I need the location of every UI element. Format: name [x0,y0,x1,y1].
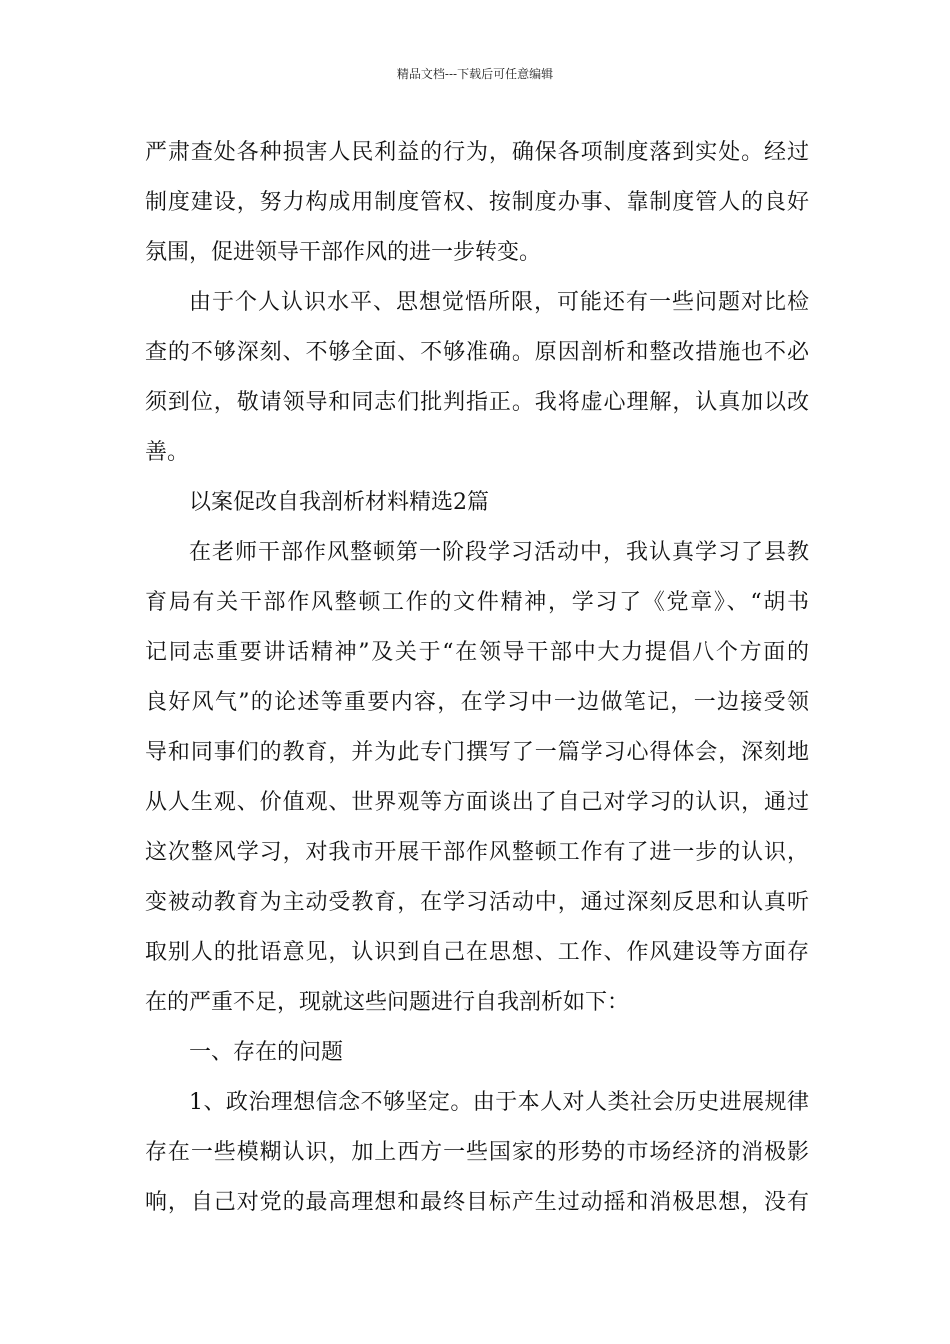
text-line: 须到位，敬请领导和同志们批判指正。我将虚心理解，认真加以改 [145,390,809,415]
text-line: 在的严重不足，现就这些问题进行自我剖析如下： [145,990,630,1015]
text-line: 严肃查处各种损害人民利益的行为，确保各项制度落到实处。经过 [145,140,809,165]
text-line: 良好风气”的论述等重要内容，在学习中一边做笔记，一边接受领 [145,690,809,715]
text-line: 一、存在的问题 [189,1040,344,1065]
text-line: 育局有关干部作风整顿工作的文件精神，学习了《党章》、“胡书 [145,590,809,615]
text-line: 在老师干部作风整顿第一阶段学习活动中，我认真学习了县教 [189,540,809,565]
text-line: 以案促改自我剖析材料精选2篇 [189,490,489,515]
paragraph-2 [145,278,809,478]
text-line: 这次整风学习，对我市开展干部作风整顿工作有了进一步的认识， [145,840,809,865]
section-heading [145,1028,809,1078]
paragraph-1 [145,128,809,278]
text-line: 查的不够深刻、不够全面、不够准确。原因剖析和整改措施也不必 [145,340,809,365]
paragraph-4 [145,1078,809,1228]
section-title [145,478,809,528]
text-line: 取别人的批语意见，认识到自己在思想、工作、作风建设等方面存 [145,940,809,965]
text-line: 记同志重要讲话精神”及关于“在领导干部中大力提倡八个方面的 [145,640,809,665]
text-line: 导和同事们的教育，并为此专门撰写了一篇学习心得体会，深刻地 [145,740,809,765]
text-line: 从人生观、价值观、世界观等方面谈出了自己对学习的认识，通过 [145,790,809,815]
text-line: 氛围，促进领导干部作风的进一步转变。 [145,240,542,265]
paragraph-3 [145,528,809,1028]
text-line: 由于个人认识水平、思想觉悟所限，可能还有一些问题对比检 [189,290,809,315]
text-line: 1、政治理想信念不够坚定。由于本人对人类社会历史进展规律 [189,1090,809,1115]
page-header: 精品文档---下载后可任意编辑 [396,67,554,81]
document-body [145,128,809,1228]
text-line: 响，自己对党的最高理想和最终目标产生过动摇和消极思想，没有 [145,1190,809,1215]
text-line: 变被动教育为主动受教育，在学习活动中，通过深刻反思和认真听 [145,890,809,915]
text-line: 制度建设，努力构成用制度管权、按制度办事、靠制度管人的良好 [145,190,809,215]
text-line: 善。 [145,440,190,465]
text-line: 存在一些模糊认识，加上西方一些国家的形势的市场经济的消极影 [145,1140,809,1165]
